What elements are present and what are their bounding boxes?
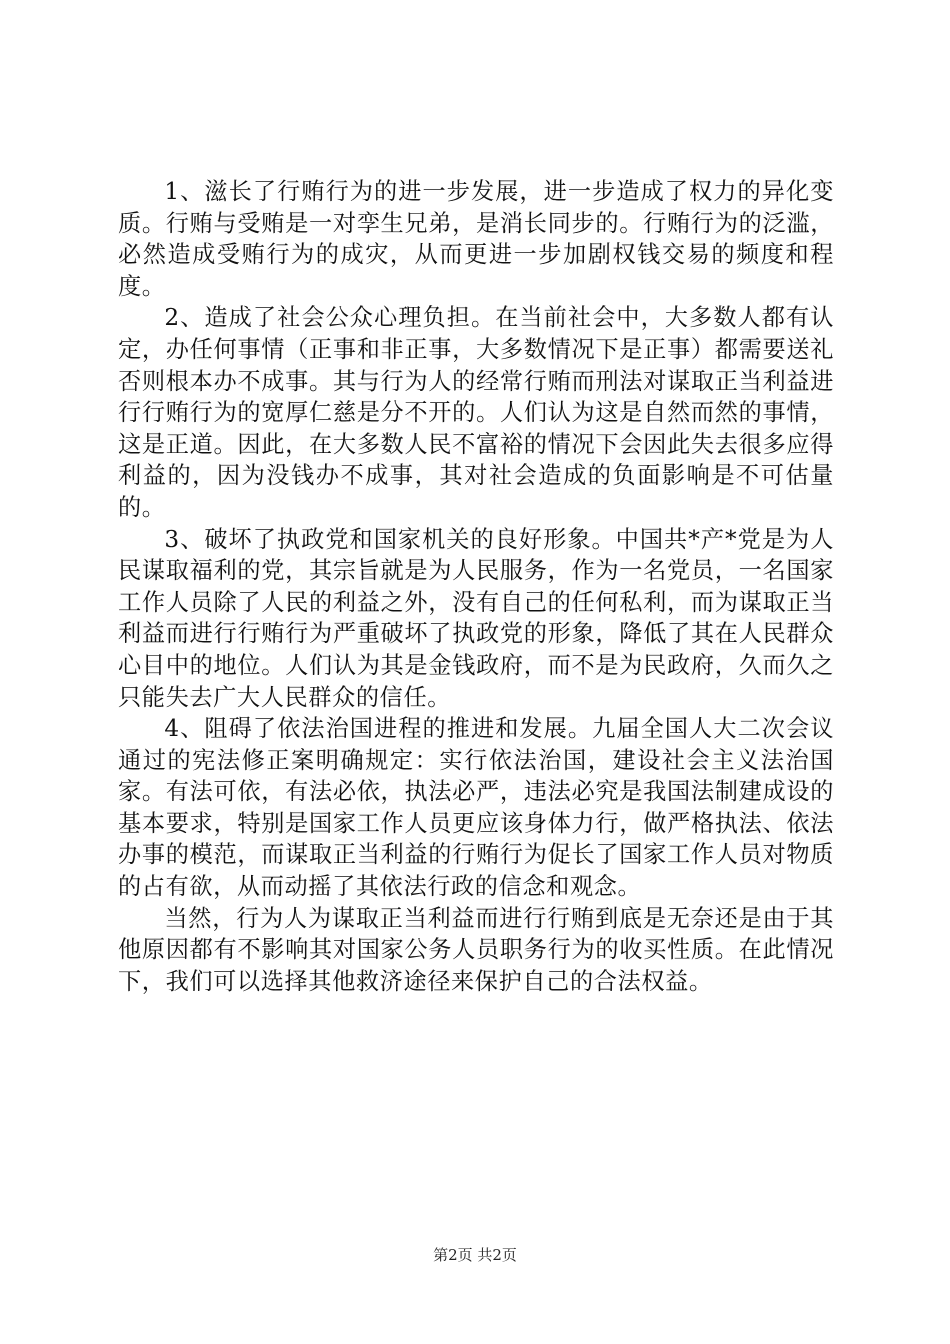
paragraph-1: 1、滋长了行贿行为的进一步发展，进一步造成了权力的异化变质。行贿与受贿是一对孪生兄弟，是消长同步的。行贿行为的泛滥，必然造成受贿行为的成灾，从而更进一步加剧权钱交易的频度和程度。 [118, 178, 834, 300]
paragraph-3: 3、破坏了执政党和国家机关的良好形象。中国共*产*党是为人民谋取福利的党，其宗旨就是为人民服务，作为一名党员，一名国家工作人员除了人民的利益之外，没有自己的任何私利，而为谋取正当利益而进行行贿行为严重破坏了执政党的形象，降低了其在人民群众心目中的地位。人们认为其是金钱政府，而不是为民政府，久而久之只能失去广大人民群众的信任。 [118, 525, 834, 711]
paragraph-5: 当然，行为人为谋取正当利益而进行行贿到底是无奈还是由于其他原因都有不影响其对国家公务人员职务行为的收买性质。在此情况下，我们可以选择其他救济途径来保护自己的合法权益。 [118, 904, 834, 995]
paragraph-4: 4、阻碍了依法治国进程的推进和发展。九届全国人大二次会议通过的宪法修正案明确规定：实行依法治国，建设社会主义法治国家。有法可依，有法必依，执法必严，违法必究是我国法制建成设的基本要求，特别是国家工作人员更应该身体力行，做严格执法、依法办事的模范，而谋取正当利益的行贿行为促长了国家工作人员对物质的占有欲，从而动摇了其依法行政的信念和观念。 [118, 715, 834, 901]
document-body [118, 176, 834, 997]
paragraph-2: 2、造成了社会公众心理负担。在当前社会中，大多数人都有认定，办任何事情（正事和非正事，大多数情况下是正事）都需要送礼否则根本办不成事。其与行为人的经常行贿而刑法对谋取正当利益进行行贿行为的宽厚仁慈是分不开的。人们认为这是自然而然的事情，这是正道。因此，在大多数人民不富裕的情况下会因此失去很多应得利益的，因为没钱办不成事，其对社会造成的负面影响是不可估量的。 [118, 304, 834, 521]
page-number-footer: 第2页 共2页 [433, 1246, 517, 1264]
